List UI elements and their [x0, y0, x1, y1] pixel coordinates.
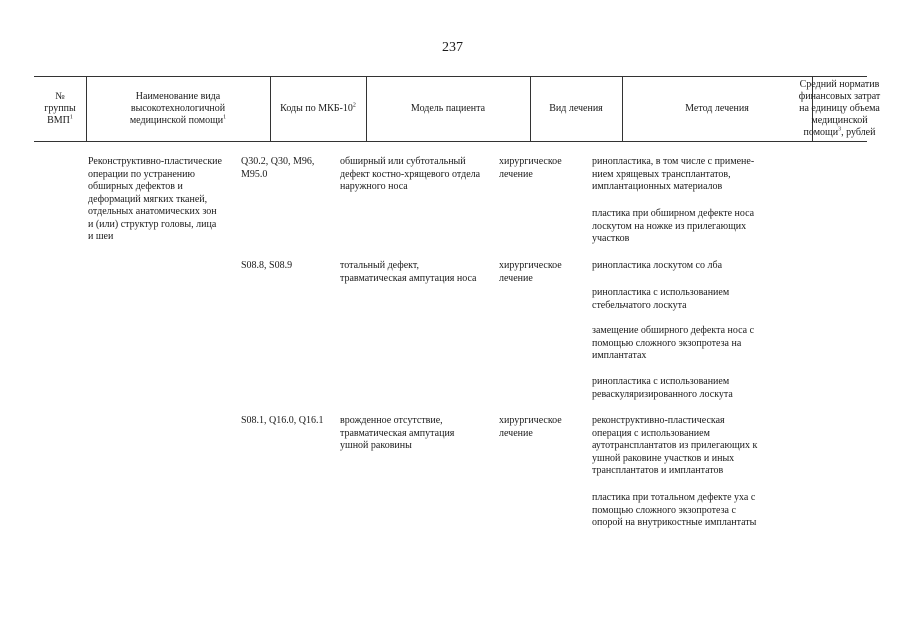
method-line: имплантационных материалов	[592, 181, 723, 192]
treatment-line: лечение	[499, 427, 533, 439]
footnote-mark: 1	[223, 114, 227, 121]
method-line: замещение обширного дефекта носа с	[592, 325, 755, 336]
row-method	[592, 156, 778, 194]
method-line: реваскуляризированного лоскута	[592, 388, 733, 400]
method-line: помощью сложного экзопротеза с	[592, 504, 736, 516]
header-group-line	[44, 115, 75, 127]
footnote-mark: 3	[838, 126, 842, 133]
method-line: аутотрансплантатов из прилегающих к	[592, 440, 758, 451]
header-cost-line: Средний норматив	[799, 79, 880, 90]
method-line: помощью сложного экзопротеза на	[592, 337, 742, 349]
method-line: ринопластика лоскутом со лба	[592, 260, 723, 271]
header-cost-line: на единицу объема	[799, 103, 880, 114]
header-cost-line: медицинской	[811, 115, 868, 126]
row-method	[592, 260, 778, 273]
section-name-line: и (или) структур головы, лица	[88, 218, 217, 230]
model-line: тотальный дефект,	[340, 260, 420, 271]
row-treatment	[499, 260, 587, 285]
treatment-line: хирургическое	[499, 260, 562, 271]
header-group-line: группы	[44, 103, 76, 114]
row-treatment	[499, 156, 587, 181]
codes-line: S08.8, S08.9	[241, 260, 293, 271]
codes-line: M95.0	[241, 168, 268, 180]
treatment-line: хирургическое	[499, 156, 562, 167]
row-model	[340, 415, 500, 453]
row-model	[340, 260, 500, 285]
header-name-line: Наименование вида	[135, 91, 221, 102]
header-treatment-type	[530, 77, 622, 141]
section-name-line: Реконструктивно-пластические	[88, 156, 222, 167]
row-method	[592, 415, 778, 478]
section-name-line: отдельных анатомических зон	[88, 206, 217, 217]
header-group	[34, 77, 86, 141]
header-group-line: №	[55, 91, 65, 102]
method-line: ринопластика, в том числе с примене-	[592, 156, 755, 167]
treatment-line: хирургическое	[499, 415, 562, 426]
row-method	[592, 376, 778, 401]
model-line: травматическая ампутация носа	[340, 272, 477, 284]
section-name-line: и шеи	[88, 231, 114, 242]
header-cost-line: финансовых затрат	[798, 91, 881, 102]
header-method	[622, 77, 812, 141]
codes-line: S08.1, Q16.0, Q16.1	[241, 415, 324, 426]
method-line: операция с использованием	[592, 427, 710, 439]
method-line: имплантатах	[592, 350, 647, 361]
page-number: 237	[442, 40, 463, 55]
codes-line: Q30.2, Q30, M96,	[241, 156, 315, 167]
model-line: ушной раковины	[340, 440, 412, 451]
row-method	[592, 325, 778, 363]
method-line: пластика при тотальном дефекте уха с	[592, 492, 756, 503]
row-method	[592, 287, 778, 312]
section-name	[88, 156, 240, 244]
header-cost	[798, 77, 881, 141]
header-treatment-text: Вид лечения	[549, 103, 603, 114]
method-line: стебельчатого лоскута	[592, 299, 687, 311]
header-codes-text: Коды по МКБ-10	[280, 103, 353, 114]
treatment-line: лечение	[499, 272, 533, 284]
method-line: трансплантатов и имплантатов	[592, 465, 724, 476]
section-name-line: операции по устранению	[88, 168, 195, 180]
row-method	[592, 208, 778, 246]
method-line: пластика при обширном дефекте носа	[592, 208, 755, 219]
header-model-text: Модель пациента	[410, 103, 486, 114]
table-header	[34, 76, 881, 142]
footnote-mark: 2	[352, 102, 356, 109]
header-method-text: Метод лечения	[685, 103, 749, 114]
header-name-line	[130, 115, 226, 127]
header-cost-text: помощи	[803, 127, 839, 138]
row-codes	[241, 415, 337, 428]
row-model	[340, 156, 500, 194]
model-line: дефект костно-хрящевого отдела	[340, 168, 481, 180]
model-line: наружного носа	[340, 181, 408, 192]
header-codes	[270, 77, 366, 141]
section-name-line: обширных дефектов и	[88, 181, 183, 192]
method-line: ушной раковине участков и иных	[592, 452, 735, 464]
header-name	[86, 77, 270, 141]
method-line: реконструктивно-пластическая	[592, 415, 725, 426]
row-method	[592, 492, 778, 530]
model-line: обширный или субтотальный	[340, 156, 466, 167]
header-group-text: ВМП	[47, 115, 70, 126]
treatment-line: лечение	[499, 168, 533, 180]
row-codes	[241, 260, 333, 273]
model-line: врожденное отсутствие,	[340, 415, 443, 426]
header-model	[366, 77, 530, 141]
header-name-line: высокотехнологичной	[130, 103, 226, 114]
method-line: ринопластика с использованием	[592, 376, 730, 387]
method-line: нием хрящевых трансплантатов,	[592, 168, 731, 180]
model-line: травматическая ампутация	[340, 427, 455, 439]
section-name-line: деформаций мягких тканей,	[88, 193, 208, 205]
footnote-mark: 1	[69, 114, 73, 121]
method-line: ринопластика с использованием	[592, 287, 730, 298]
header-cost-line	[799, 127, 881, 139]
header-cost-tail: , рублей	[841, 127, 876, 138]
method-line: лоскутом на ножке из прилегающих	[592, 220, 747, 232]
method-line: опорой на внутрикостные имплантаты	[592, 517, 757, 528]
row-codes	[241, 156, 333, 181]
header-name-text: медицинской помощи	[129, 115, 224, 126]
row-treatment	[499, 415, 587, 440]
method-line: участков	[592, 233, 630, 244]
